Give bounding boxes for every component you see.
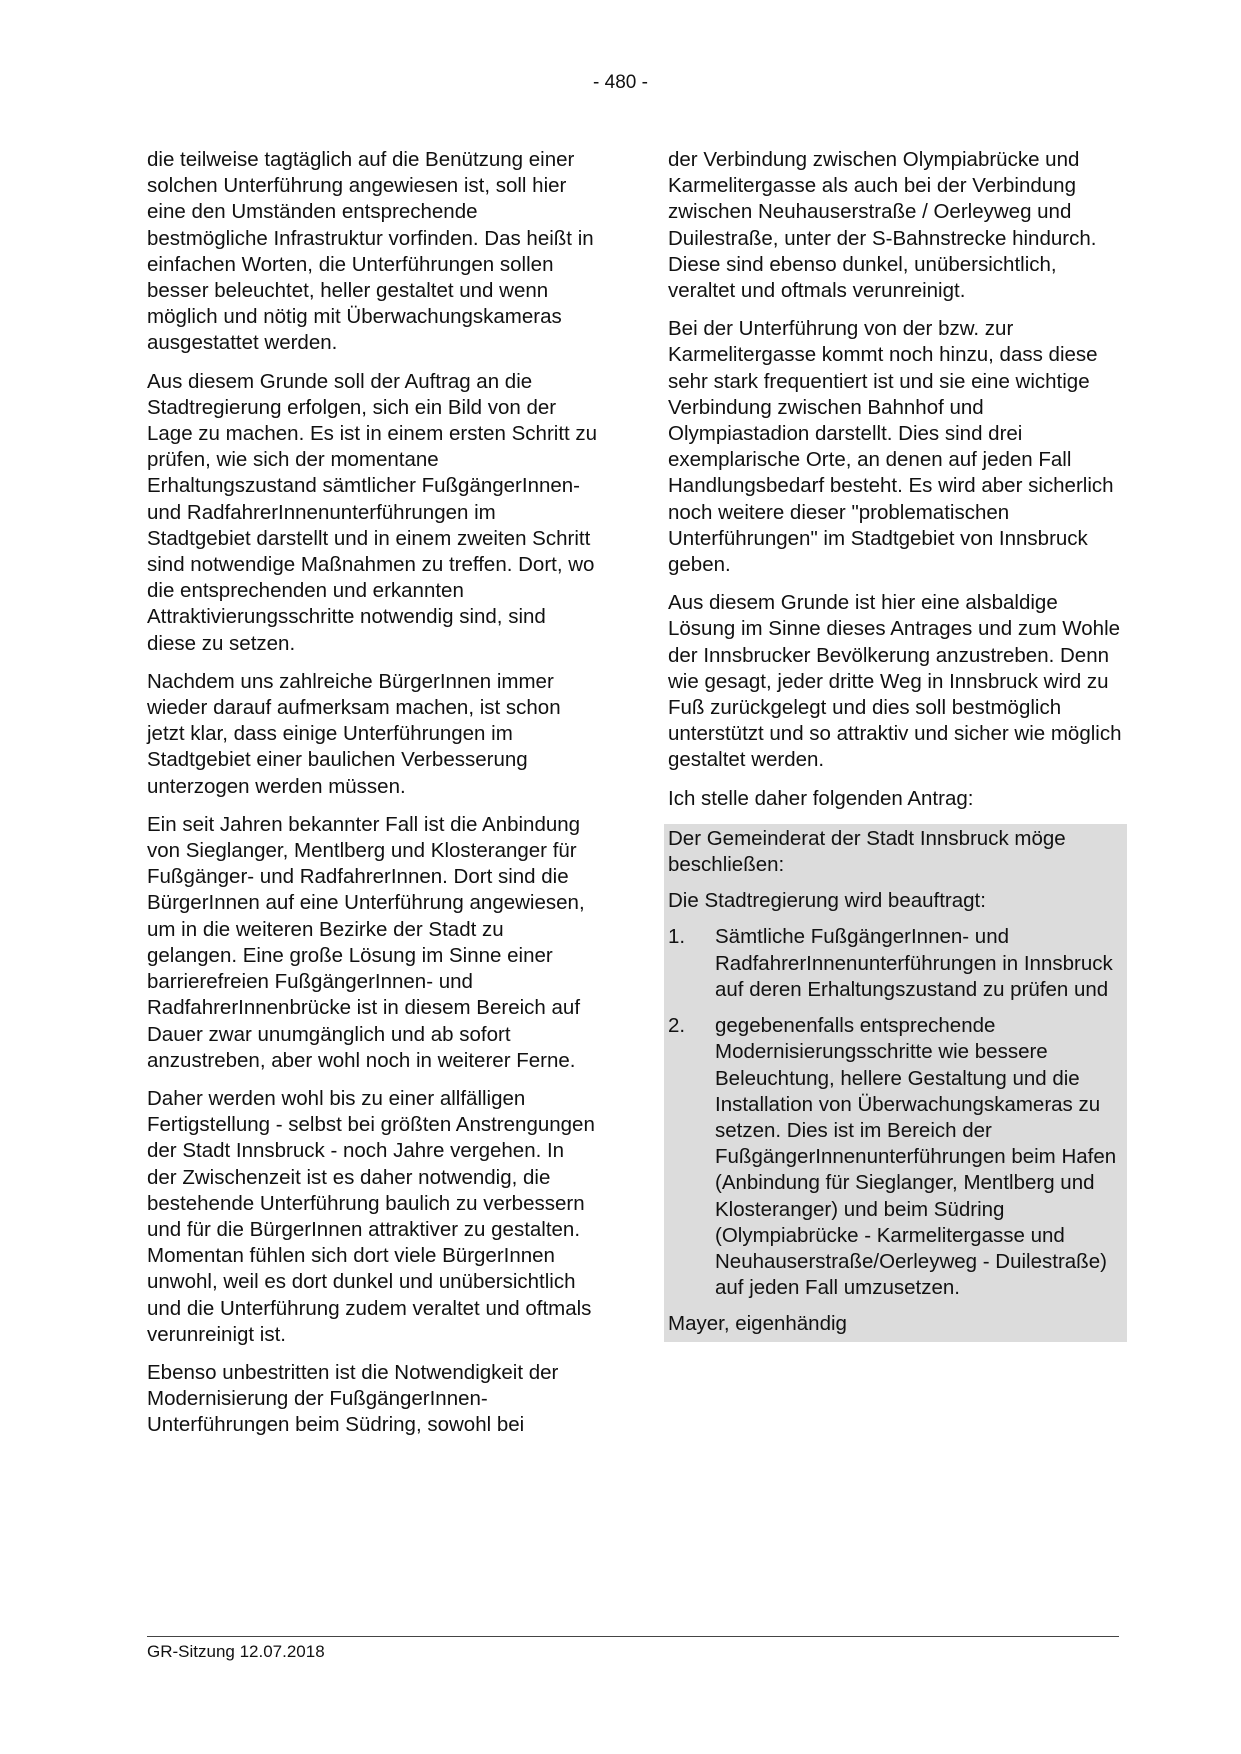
- motion-item-text: gegebenenfalls entsprechende Modernisierungsschritte wie bessere Beleuchtung, hellere Gestaltung und die Installation von Überwachungskameras zu setzen. Dies ist im Bereich der FußgängerInnenunterführungen beim Hafen (Anbindung für Sieglanger, Mentlberg und Klosteranger) und beim Südring (Olympiabrücke - Karmelitergasse und Neuhauserstraße/Oerleyweg - Duilestraße) auf jeden Fall umzusetzen.: [715, 1014, 1117, 1300]
- paragraph: Aus diesem Grunde soll der Auftrag an die Stadtregierung erfolgen, sich ein Bild von der Lage zu machen. Es ist in einem ersten Schritt zu prüfen, wie sich der momentane Erhaltungszustand sämtlicher FußgängerInnen- und RadfahrerInnenunterführungen im Stadtgebiet darstellt und in einem zweiten Schritt sind notwendige Maßnahmen zu treffen. Dort, wo die entsprechenden und erkannten Attraktivierungsschritte notwendig sind, sind diese zu setzen.: [147, 369, 598, 655]
- paragraph: der Verbindung zwischen Olympiabrücke und Karmelitergasse als auch bei der Verbindung zwischen Neuhauserstraße / Oerleyweg und Duilestraße, unter der S-Bahnstrecke hindurch. Diese sind ebenso dunkel, unübersichtlich, veraltet und oftmals verunreinigt.: [668, 148, 1097, 303]
- paragraph: Daher werden wohl bis zu einer allfälligen Fertigstellung - selbst bei größten Anstrengungen der Stadt Innsbruck - noch Jahre vergehen. In der Zwischenzeit ist es daher notwendig, die bestehende Unterführung baulich zu verbessern und für die BürgerInnen attraktiver zu gestalten. Momentan fühlen sich dort viele BürgerInnen unwohl, weil es dort dunkel und unübersichtlich und die Unterführung zudem veraltet und oftmals verunreinigt ist.: [147, 1086, 595, 1346]
- paragraph: Aus diesem Grunde ist hier eine alsbaldige Lösung im Sinne dieses Antrages und zum Wohle der Innsbrucker Bevölkerung anzustreben. Denn wie gesagt, jeder dritte Weg in Innsbruck wird zu Fuß zurückgelegt und dies soll bestmöglich unterstützt und so attraktiv und sicher wie möglich gestaltet werden.: [668, 591, 1122, 772]
- motion-item-number: 2.: [668, 1014, 686, 1038]
- paragraph: Nachdem uns zahlreiche BürgerInnen immer wieder darauf aufmerksam machen, ist schon jetzt klar, dass einige Unterführungen im Stadtgebiet einer baulichen Verbesserung unterzogen werden müssen.: [147, 669, 561, 798]
- paragraph: Ich stelle daher folgenden Antrag:: [668, 786, 974, 810]
- motion-box: [664, 824, 1127, 1342]
- signature: Mayer, eigenhändig: [668, 1312, 847, 1336]
- motion-list: [668, 924, 1123, 1301]
- right-column: [668, 147, 1123, 1342]
- page-number: - 480 -: [593, 72, 648, 93]
- motion-intro: Der Gemeinderat der Stadt Innsbruck möge beschließen:: [668, 826, 1066, 877]
- paragraph: die teilweise tagtäglich auf die Benützung einer solchen Unterführung angewiesen ist, soll hier eine den Umständen entsprechende bestmögliche Infrastruktur vorfinden. Das heißt in einfachen Worten, die Unterführungen sollen besser beleuchtet, heller gestaltet und wenn möglich und nötig mit Überwachungskameras ausgestattet werden.: [147, 148, 594, 355]
- left-column: [147, 147, 599, 1451]
- motion-item-text: Sämtliche FußgängerInnen- und RadfahrerInnenunterführungen in Innsbruck auf deren Erhaltungszustand zu prüfen und: [715, 925, 1113, 1001]
- motion-item-number: 1.: [668, 925, 686, 949]
- paragraph: Bei der Unterführung von der bzw. zur Karmelitergasse kommt noch hinzu, dass diese sehr stark frequentiert ist und sie eine wichtige Verbindung zwischen Bahnhof und Olympiastadion darstellt. Dies sind drei exemplarische Orte, an denen auf jeden Fall Handlungsbedarf besteht. Es wird aber sicherlich noch weitere dieser "problematischen Unterführungen" im Stadtgebiet von Innsbruck geben.: [668, 317, 1114, 577]
- motion-lead: Die Stadtregierung wird beauftragt:: [668, 889, 986, 913]
- paragraph: Ebenso unbestritten ist die Notwendigkeit der Modernisierung der FußgängerInnen-Unterführungen beim Südring, sowohl bei: [147, 1360, 559, 1437]
- motion-item: [668, 1013, 1123, 1301]
- paragraph: Ein seit Jahren bekannter Fall ist die Anbindung von Sieglanger, Mentlberg und Klosteranger für Fußgänger- und RadfahrerInnen. Dort sind die BürgerInnen auf eine Unterführung angewiesen, um in die weiteren Bezirke der Stadt zu gelangen. Eine große Lösung im Sinne einer barrierefreien FußgängerInnen- und RadfahrerInnenbrücke ist in diesem Bereich auf Dauer zwar unumgänglich und ab sofort anzustreben, aber wohl noch in weiterer Ferne.: [147, 812, 585, 1072]
- footer-divider: [147, 1636, 1119, 1637]
- motion-item: [668, 924, 1123, 1003]
- footer-session-date: GR-Sitzung 12.07.2018: [147, 1642, 325, 1661]
